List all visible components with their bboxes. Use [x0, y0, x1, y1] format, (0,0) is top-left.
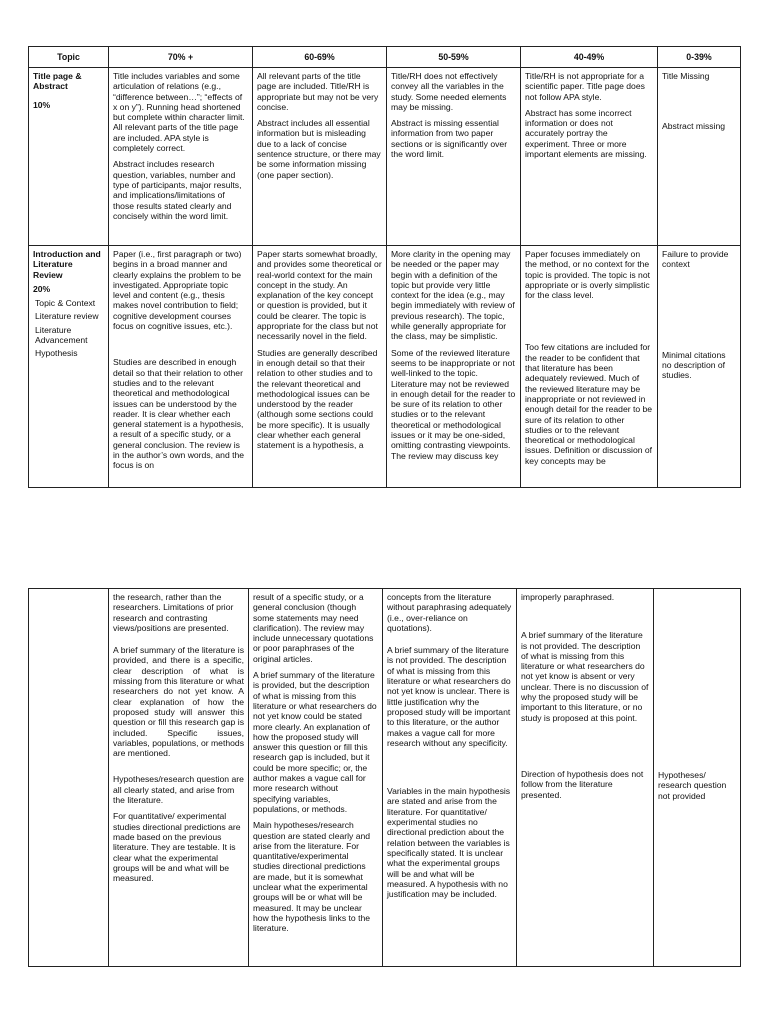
subtopic: Literature Advancement: [35, 324, 88, 346]
rubric-table-page-2: [28, 588, 741, 967]
cell-text: improperly paraphrased.: [521, 592, 615, 602]
cell-text: Paper focuses immediately on the method, or no context for the topic is provided. The topic is not appropriate or is overly simplistic for the class level.: [525, 249, 650, 301]
cell-text: Title/RH is not appropriate for a scientific paper. Title page does not follow APA style.: [525, 71, 645, 102]
cell-40-intro: [521, 246, 658, 488]
cell-text: Abstract has some incorrect information or does not accurately portray the experiment. Three or more important elements are missing.: [525, 107, 647, 160]
cell-0-title: [658, 68, 741, 246]
cell-60-title: [253, 68, 387, 246]
cell-text: Abstract includes all essential information but is misleading due to a lack of concise sentence structure, or there may be some information missing (one paper section).: [257, 118, 381, 180]
cell-text: Studies are generally described in enough detail so that their relation to other studies and to the relevant theoretical and methodological issues can be understood by the reader (although some sections could be more specific). It is usually clear whether each general statement is a hypothesis, a: [257, 347, 378, 451]
cell-text: A brief summary of the literature is provided, but the description of what is missing from this literature or what researchers do not yet know could be stated more clearly. An explanation of how the proposed study will answer this question or fill this research gap is included, but it could be more specific; or, the author makes a vague call for more research without specifying variables, populations, or methods.: [253, 670, 377, 814]
header-50-59: 50-59%: [387, 47, 521, 68]
cell-text: Hypotheses/research question are all clearly stated, and arise from the literature.: [113, 774, 244, 806]
cell-text: Title/RH does not effectively convey all the variables in the study. Some needed elements may be missing.: [391, 71, 507, 112]
cell-60-cont: [249, 589, 383, 967]
rubric-table-page-1: [28, 46, 741, 488]
cell-text: Paper starts somewhat broadly, and provides some theoretical or real-world context for the main concept in the study. An explanation of the key concept or question is provided, but it could be clearer. The topic is appropriate for the class but not necessarily novel in the field.: [257, 249, 382, 342]
cell-text: Failure to provide context: [662, 249, 729, 270]
cell-text: Too few citations are included for the reader to be confident that that literature has been adequately reviewed. Much of the reviewed literature may be inappropriate or not reviewed in enough detail for the reader to be sure of its relation to other studies or to the relevant theoretical or methodological issues. Definition or discussion of key concepts may be: [525, 342, 653, 466]
topic-cell-continued: [29, 589, 109, 967]
header-topic: Topic: [29, 47, 109, 68]
cell-text: Direction of hypothesis does not follow from the literature presented.: [521, 768, 644, 800]
subtopic: Hypothesis: [35, 348, 78, 359]
topic-cell-introduction: [29, 246, 109, 488]
introduction-row: [29, 246, 741, 488]
subtopic: Topic & Context: [35, 298, 96, 309]
cell-text: concepts from the literature without paraphrasing adequately (i.e., over-reliance on quotations).: [387, 592, 512, 633]
cell-text: Abstract missing: [662, 121, 726, 132]
header-60-69: 60-69%: [253, 47, 387, 68]
cell-text: Title Missing: [662, 71, 710, 81]
cell-text: Variables in the main hypothesis are stated and arise from the literature. For quantitative/ experimental studies no directional prediction about the relation between the variables is specifically stated. It is unclear what the experimental groups will be and what will be measured. A hypothesis with no justification may be included.: [387, 786, 511, 900]
title-abstract-row: [29, 68, 741, 246]
cell-text: A brief summary of the literature is not provided. The description of what is missing from this literature or what researchers do not yet know is unclear. There is little justification why the proposed study will be important to this literature, or the author makes a vague call for more research without any specificity.: [387, 645, 511, 748]
cell-text: Some of the reviewed literature seems to be inappropriate or not well-linked to the topic. Literature may not be reviewed in enough detail for the reader to be sure of its relation to other studies or to the relevant theoretical or methodological issues or it may be one-sided, omitting contrasting viewpoints. The review may discuss key: [391, 347, 516, 461]
cell-0-intro: [658, 246, 741, 488]
subtopic: Literature review: [35, 311, 99, 322]
header-40-49: 40-49%: [521, 47, 658, 68]
header-70-plus: 70% +: [109, 47, 253, 68]
introduction-row-continued: [29, 589, 741, 967]
header-row: [29, 47, 741, 68]
cell-text: Title includes variables and some articulation of relations (e.g., “difference between…”; “effects of x on y”). Running head shortened but complete within character limit. All relevant parts of the title page are included. APA style is completely correct.: [113, 71, 245, 154]
cell-50-intro: [387, 246, 521, 488]
cell-40-title: [521, 68, 658, 246]
cell-text: Minimal citations no description of studies.: [662, 349, 726, 381]
cell-text: A brief summary of the literature is not provided. The description of what is missing from this literature or what researchers do not yet know is absent or very unclear. There is no discussion of why the proposed study will be important to this literature, or no study is proposed at this point.: [521, 630, 649, 723]
cell-70-title: [109, 68, 253, 246]
cell-text: Hypotheses/ research question not provided: [658, 770, 727, 801]
cell-60-intro: [253, 246, 387, 488]
cell-50-cont: [383, 589, 517, 967]
cell-text: Abstract is missing essential information from two paper sections or is significantly over the word limit.: [391, 118, 508, 160]
topic-name: Introduction and Literature Review: [33, 249, 101, 280]
topic-name: Title page & Abstract: [33, 71, 82, 92]
cell-40-cont: [517, 589, 654, 967]
cell-70-cont: [109, 589, 249, 967]
cell-text: Studies are described in enough detail so that their relation to other studies and to the relevant theoretical and methodological issues can be understood by the reader. It is clear whether each general statement is a hypothesis, a result of a specific study, or a general conclusion. The review is in the author’s own words, and the focus is on: [113, 357, 245, 471]
cell-text: the research, rather than the researchers. Limitations of prior research and contrasting views/positions are presented.: [113, 592, 234, 633]
cell-text: Paper (i.e., first paragraph or two) begins in a broad manner and clearly explains the problem to be investigated. Appropriate topic level and content (e.g., thesis makes novel contribution to field; cognitive development courses focus on cognitive issues, etc.).: [113, 249, 242, 332]
topic-weight: 20%: [33, 283, 51, 294]
cell-text: All relevant parts of the title page are included. Title/RH is appropriate but may not be very concise.: [257, 71, 379, 112]
cell-0-cont: [654, 589, 741, 967]
cell-text: For quantitative/ experimental studies directional predictions are made based on the previous literature. They are testable. It is clear what the experimental groups will be and what will be measured.: [113, 811, 241, 884]
topic-weight: 10%: [33, 99, 51, 110]
cell-text: A brief summary of the literature is provided, and there is a specific, clear description of what is missing from this literature or what researchers do not yet know. A clear explanation of how the proposed study will answer this question or fill this research gap is included. Specific issues, variables, populations, or methods are mentioned.: [113, 645, 244, 759]
header-0-39: 0-39%: [658, 47, 741, 68]
cell-text: result of a specific study, or a general conclusion (though some statements may need clarification). The review may include unnecessary quotations or poor paraphrases of the original articles.: [253, 592, 374, 664]
cell-70-intro: [109, 246, 253, 488]
cell-text: Main hypotheses/research question are stated clearly and arise from the literature. For quantitative/experimental studies directional predictions are made, but it is somewhat unclear what the experimental groups will be or what will be measured. It may be unclear how the hypothesis links to the literature.: [253, 820, 371, 934]
cell-50-title: [387, 68, 521, 246]
topic-cell-title-abstract: [29, 68, 109, 246]
cell-text: More clarity in the opening may be needed or the paper may begin with a definition of the topic but provide very little context for the idea (e.g., may begin immediately with review of previous research). The topic, while generally appropriate for the class, may be simplistic.: [391, 249, 515, 342]
cell-text: Abstract includes research question, variables, number and type of participants, major results, and implications/limitations of those results stated clearly and concisely within the word limit.: [113, 159, 242, 221]
